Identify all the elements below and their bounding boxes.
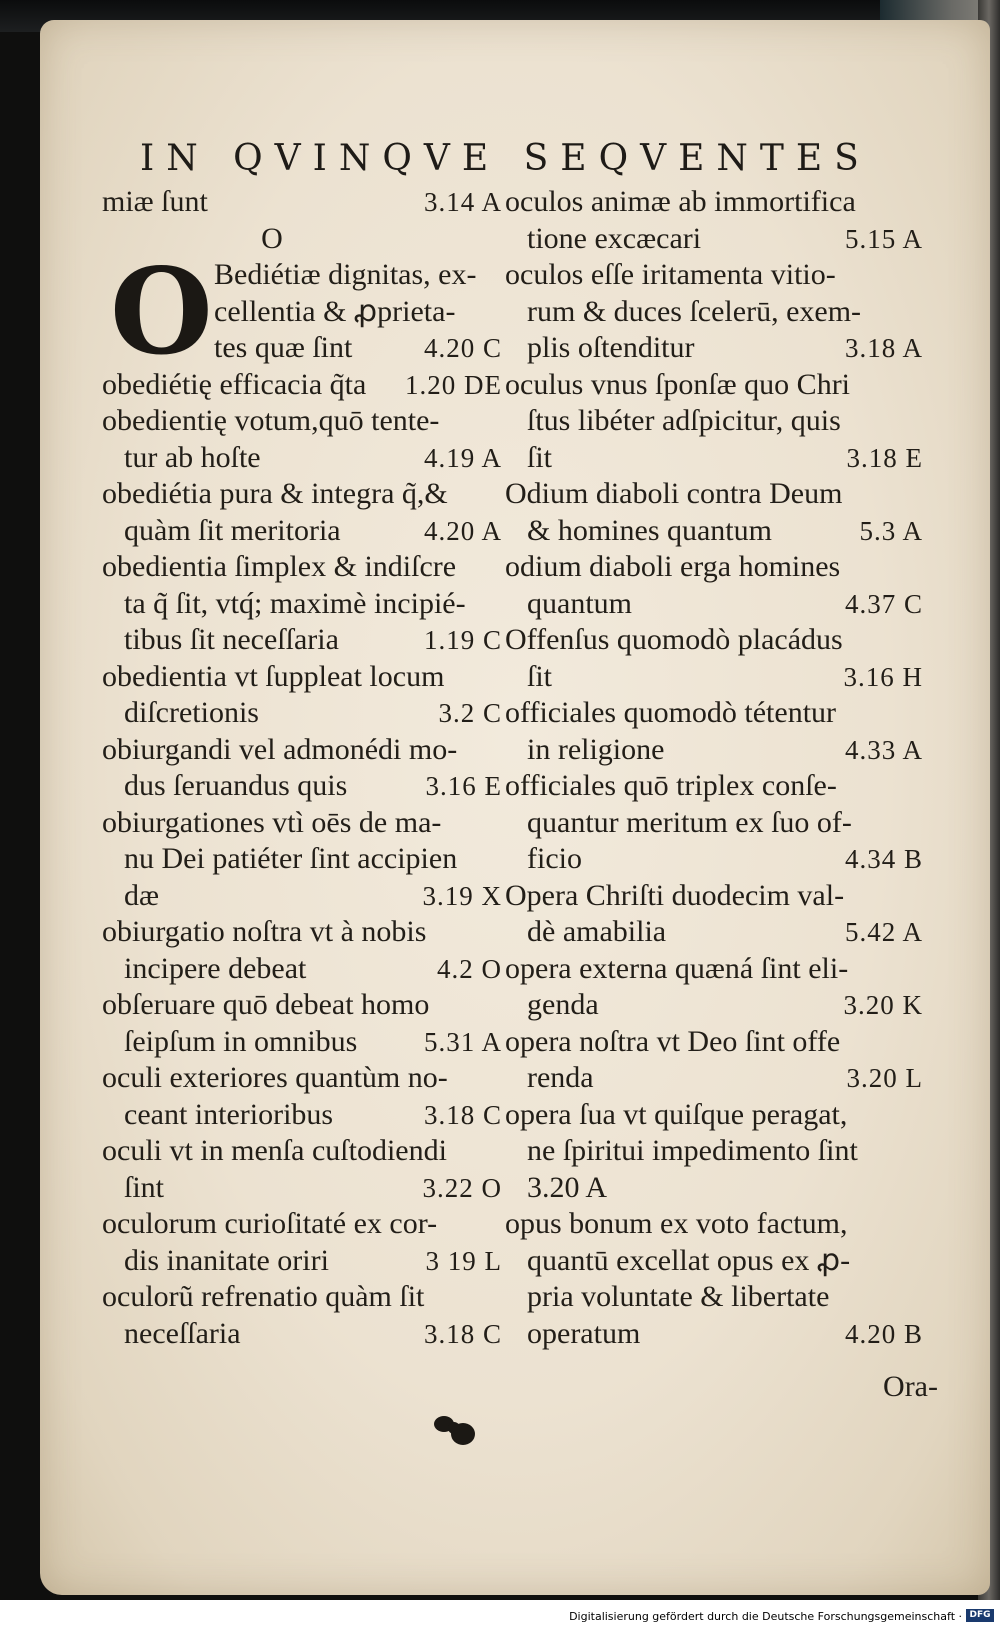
entry-text: tibus ſit neceſſaria	[124, 623, 339, 656]
page-reference: 5.42 A	[844, 917, 923, 947]
index-entry	[102, 1133, 502, 1206]
page-reference: 5.31 A	[423, 1026, 502, 1057]
entry-line	[102, 914, 502, 951]
entry-line	[505, 221, 923, 258]
entry-line	[505, 257, 923, 294]
entry-line	[505, 659, 923, 696]
entry-line	[505, 1206, 923, 1243]
entry-text: in religione	[527, 732, 665, 766]
entry-line	[505, 294, 923, 331]
entry-text: ſint	[124, 1170, 165, 1204]
entry-line	[505, 878, 923, 915]
page-reference: 4.20 A	[423, 515, 502, 546]
entry-line	[505, 1170, 923, 1207]
entry-line	[214, 294, 502, 331]
page-reference: 3.19 X	[422, 880, 502, 911]
page-reference: 4.20 C	[423, 333, 502, 363]
entry-line	[505, 732, 923, 769]
index-entry	[505, 878, 923, 951]
entry-text: opera ſua vt quiſque peragat,	[505, 1097, 848, 1131]
running-header: IN QVINQVE SEQVENTES	[140, 138, 871, 179]
entry-text: neceſſaria	[124, 1316, 241, 1350]
entry-line	[505, 768, 923, 805]
entry-line	[102, 841, 502, 878]
entry-text: obiurgandi vel admonédi mo-	[102, 732, 458, 766]
entry-line	[505, 951, 923, 988]
entry-line	[102, 549, 502, 586]
index-entry	[102, 987, 502, 1060]
entry-line	[505, 805, 923, 842]
index-entry	[505, 476, 923, 549]
entry-text: quantum	[527, 586, 632, 620]
entry-text: ſtus libéter adſpicitur, quis	[527, 404, 841, 437]
index-entry	[102, 1060, 502, 1133]
entry-text: tur ab hoſte	[124, 440, 261, 474]
drop-cap-initial: O	[110, 242, 213, 381]
entry-text: oculorũ refrenatio quàm ſit	[102, 1280, 425, 1313]
entry-line	[505, 184, 923, 221]
page-reference: 3.14 A	[423, 187, 502, 217]
index-entry	[102, 805, 502, 915]
entry-line	[102, 1206, 502, 1243]
page-reference: 3.16 H	[843, 661, 923, 692]
entry-text: oculi vt in menſa cuſtodiendi	[102, 1134, 447, 1167]
entry-text: quàm ſit meritoria	[124, 513, 341, 547]
entry-line	[505, 841, 923, 878]
entry-text: oculos eſſe iritamenta vitio-	[505, 258, 836, 291]
entry-line	[102, 476, 502, 513]
entry-text: ta q̃ ſit, vtq́; maximè incipié-	[124, 586, 466, 620]
entry-text: & homines quantum	[527, 513, 772, 547]
page-reference: 5.3 A	[859, 515, 923, 546]
page-reference: 3.20 L	[846, 1063, 923, 1093]
entry-line	[505, 1133, 923, 1170]
entry-line	[505, 586, 923, 623]
index-entry	[505, 695, 923, 768]
entry-line	[102, 184, 502, 221]
entry-line	[505, 513, 923, 550]
footer-bar	[0, 1600, 1000, 1632]
entry-text: rum & duces ſcelerū, exem-	[527, 294, 862, 328]
entry-line	[505, 987, 923, 1024]
entry-text: dæ	[124, 878, 160, 912]
entry-text: quantur meritum ex ſuo of-	[527, 805, 852, 839]
entry-text: obiurgationes vtì oēs de ma-	[102, 805, 442, 839]
entry-text: oculus vnus ſponſæ quo Chri	[505, 367, 851, 401]
entry-line	[102, 403, 502, 440]
entry-line	[102, 1170, 502, 1207]
entry-line	[505, 1060, 923, 1097]
entry-text: Odium diaboli contra Deum	[505, 477, 843, 510]
entry-line	[505, 1097, 923, 1134]
page-reference: 3.16 E	[425, 771, 502, 801]
funding-note: Digitalisierung gefördert durch die Deutsche Forschungsgemeinschaft ·	[569, 1610, 962, 1623]
entry-line	[102, 987, 502, 1024]
index-entry	[102, 403, 502, 476]
entry-line	[102, 695, 502, 732]
entry-text: dè amabilia	[527, 915, 667, 948]
entry-text: ficio	[527, 842, 582, 875]
entry-line	[102, 951, 502, 988]
entry-text: ſit	[527, 659, 553, 693]
entry-text: obſeruare quō debeat homo	[102, 988, 430, 1021]
letter-heading: O	[261, 221, 283, 255]
entry-line	[505, 549, 923, 586]
entry-text: officiales quomodò tétentur	[505, 696, 837, 729]
entry-line	[102, 732, 502, 769]
entry-text: pria voluntate & libertate	[527, 1280, 830, 1313]
entry-line	[102, 367, 502, 404]
page-reference: 3.18 E	[846, 442, 923, 473]
entry-text: 3.20 A	[527, 1170, 608, 1204]
page-reference: 3.18 C	[423, 1099, 502, 1130]
entry-line	[505, 367, 923, 404]
entry-line	[505, 695, 923, 732]
index-entry	[505, 367, 923, 477]
entry-text: ceant interioribus	[124, 1097, 334, 1131]
page-reference: 4.37 C	[844, 588, 923, 619]
entry-text: obediétia pura & integra q̃,&	[102, 477, 448, 510]
index-entry	[505, 1097, 923, 1207]
index-entry	[505, 768, 923, 878]
page-reference: 3.22 O	[422, 1172, 502, 1203]
page-reference: 3.18 A	[844, 333, 923, 363]
entry-line	[102, 513, 502, 550]
page-reference: 1.20 DE	[405, 369, 502, 400]
entry-text: Bediétiæ dignitas, ex-	[214, 258, 477, 291]
page-reference: 4.20 B	[844, 1318, 923, 1349]
entry-text: opera noſtra vt Deo ſint offe	[505, 1024, 841, 1058]
entry-line	[102, 878, 502, 915]
entry-line	[102, 622, 502, 659]
index-column-left	[102, 184, 502, 1352]
entry-line	[102, 805, 502, 842]
index-entry	[505, 1024, 923, 1097]
entry-line	[102, 768, 502, 805]
entry-text: odium diaboli erga homines	[505, 550, 841, 583]
entry-line	[505, 622, 923, 659]
entry-line	[102, 1097, 502, 1134]
page-reference: 4.2 O	[437, 953, 502, 984]
entry-line	[214, 330, 502, 367]
entry-text: oculi exteriores quantùm no-	[102, 1061, 448, 1094]
entry-line	[102, 1279, 502, 1316]
catchword: Ora-	[883, 1370, 938, 1403]
entry-text: plis oſtenditur	[527, 331, 695, 364]
entry-line	[102, 1060, 502, 1097]
page-reference: 3.18 C	[423, 1318, 502, 1349]
entry-text: genda	[527, 988, 599, 1021]
entry-line	[505, 440, 923, 477]
entry-line	[505, 1279, 923, 1316]
entry-text: cellentia & ꝓprieta-	[214, 294, 456, 328]
entry-line	[102, 1133, 502, 1170]
index-entry	[102, 367, 502, 404]
entry-text: nu Dei patiéter ſint accipien	[124, 842, 458, 875]
index-entry	[505, 1206, 923, 1352]
entry-line	[505, 1243, 923, 1280]
index-entry	[505, 184, 923, 257]
entry-text: dus ſeruandus quis	[124, 769, 348, 802]
entry-line	[505, 330, 923, 367]
entry-text: Offenſus quomodò placádus	[505, 623, 843, 656]
entry-line	[102, 1024, 502, 1061]
entry-line	[505, 403, 923, 440]
entry-text: obediétię efficacia q̃ta	[102, 367, 367, 401]
entry-text: oculorum curioſitaté ex cor-	[102, 1207, 438, 1240]
index-column-right	[505, 184, 923, 1352]
page-reference: 4.33 A	[844, 734, 923, 765]
index-entry	[102, 732, 502, 805]
index-entry	[102, 914, 502, 987]
entry-text: tione excæcari	[527, 221, 702, 255]
page-reference: 1.19 C	[423, 625, 502, 655]
entry-text: obedientia ſimplex & indiſcre	[102, 550, 457, 583]
entry-text: quantū excellat opus ex ꝓ-	[527, 1243, 851, 1277]
entry-text: obedientia vt ſuppleat locum	[102, 659, 445, 693]
entry-text: obedientię votum,quō tente-	[102, 404, 440, 437]
index-entry	[102, 549, 502, 659]
index-entry	[102, 184, 502, 221]
entry-line	[214, 257, 502, 294]
index-entry	[102, 476, 502, 549]
entry-text: obiurgatio noſtra vt à nobis	[102, 915, 427, 948]
entry-text: operatum	[527, 1316, 641, 1350]
entry-text: miæ ſunt	[102, 185, 208, 218]
dfg-logo: DFG	[966, 1609, 994, 1622]
entry-line	[102, 440, 502, 477]
entry-text: Opera Chriſti duodecim val-	[505, 878, 845, 912]
entry-text: opera externa quæná ſint eli-	[505, 951, 849, 985]
index-entry	[505, 622, 923, 695]
page-reference: 3.2 C	[438, 698, 502, 728]
entry-text: ſeipſum in omnibus	[124, 1024, 358, 1058]
entry-line	[505, 1316, 923, 1353]
entry-text: renda	[527, 1061, 594, 1094]
index-entry	[505, 549, 923, 622]
index-entry	[505, 951, 923, 1024]
entry-text: tes quæ ſint	[214, 331, 353, 364]
entry-text: dis inanitate oriri	[124, 1243, 329, 1277]
index-entry	[102, 242, 502, 381]
entry-line	[102, 586, 502, 623]
page-reference: 4.19 A	[423, 442, 502, 473]
ornament-fleuron	[430, 1412, 480, 1448]
entry-text: incipere debeat	[124, 951, 307, 985]
entry-text: diſcretionis	[124, 696, 259, 729]
entry-text: opus bonum ex voto factum,	[505, 1207, 848, 1240]
index-entry	[102, 1206, 502, 1279]
entry-text: oculos animæ ab immortifica	[505, 185, 856, 218]
page-reference: 3.20 K	[843, 990, 923, 1020]
entry-line	[505, 476, 923, 513]
entry-line	[505, 1024, 923, 1061]
index-entry	[102, 659, 502, 732]
entry-line	[505, 914, 923, 951]
entry-line	[102, 659, 502, 696]
entry-text: ſit	[527, 440, 553, 474]
page-reference: 4.34 B	[844, 844, 923, 874]
index-entry	[102, 1279, 502, 1352]
entry-text: ne ſpiritui impedimento ſint	[527, 1134, 858, 1167]
entry-line	[102, 1316, 502, 1353]
entry-line	[102, 1243, 502, 1280]
page-reference: 5.15 A	[844, 223, 923, 254]
page-reference: 3 19 L	[425, 1245, 502, 1276]
entry-text: officiales quō triplex conſe-	[505, 769, 837, 802]
index-entry	[505, 257, 923, 367]
